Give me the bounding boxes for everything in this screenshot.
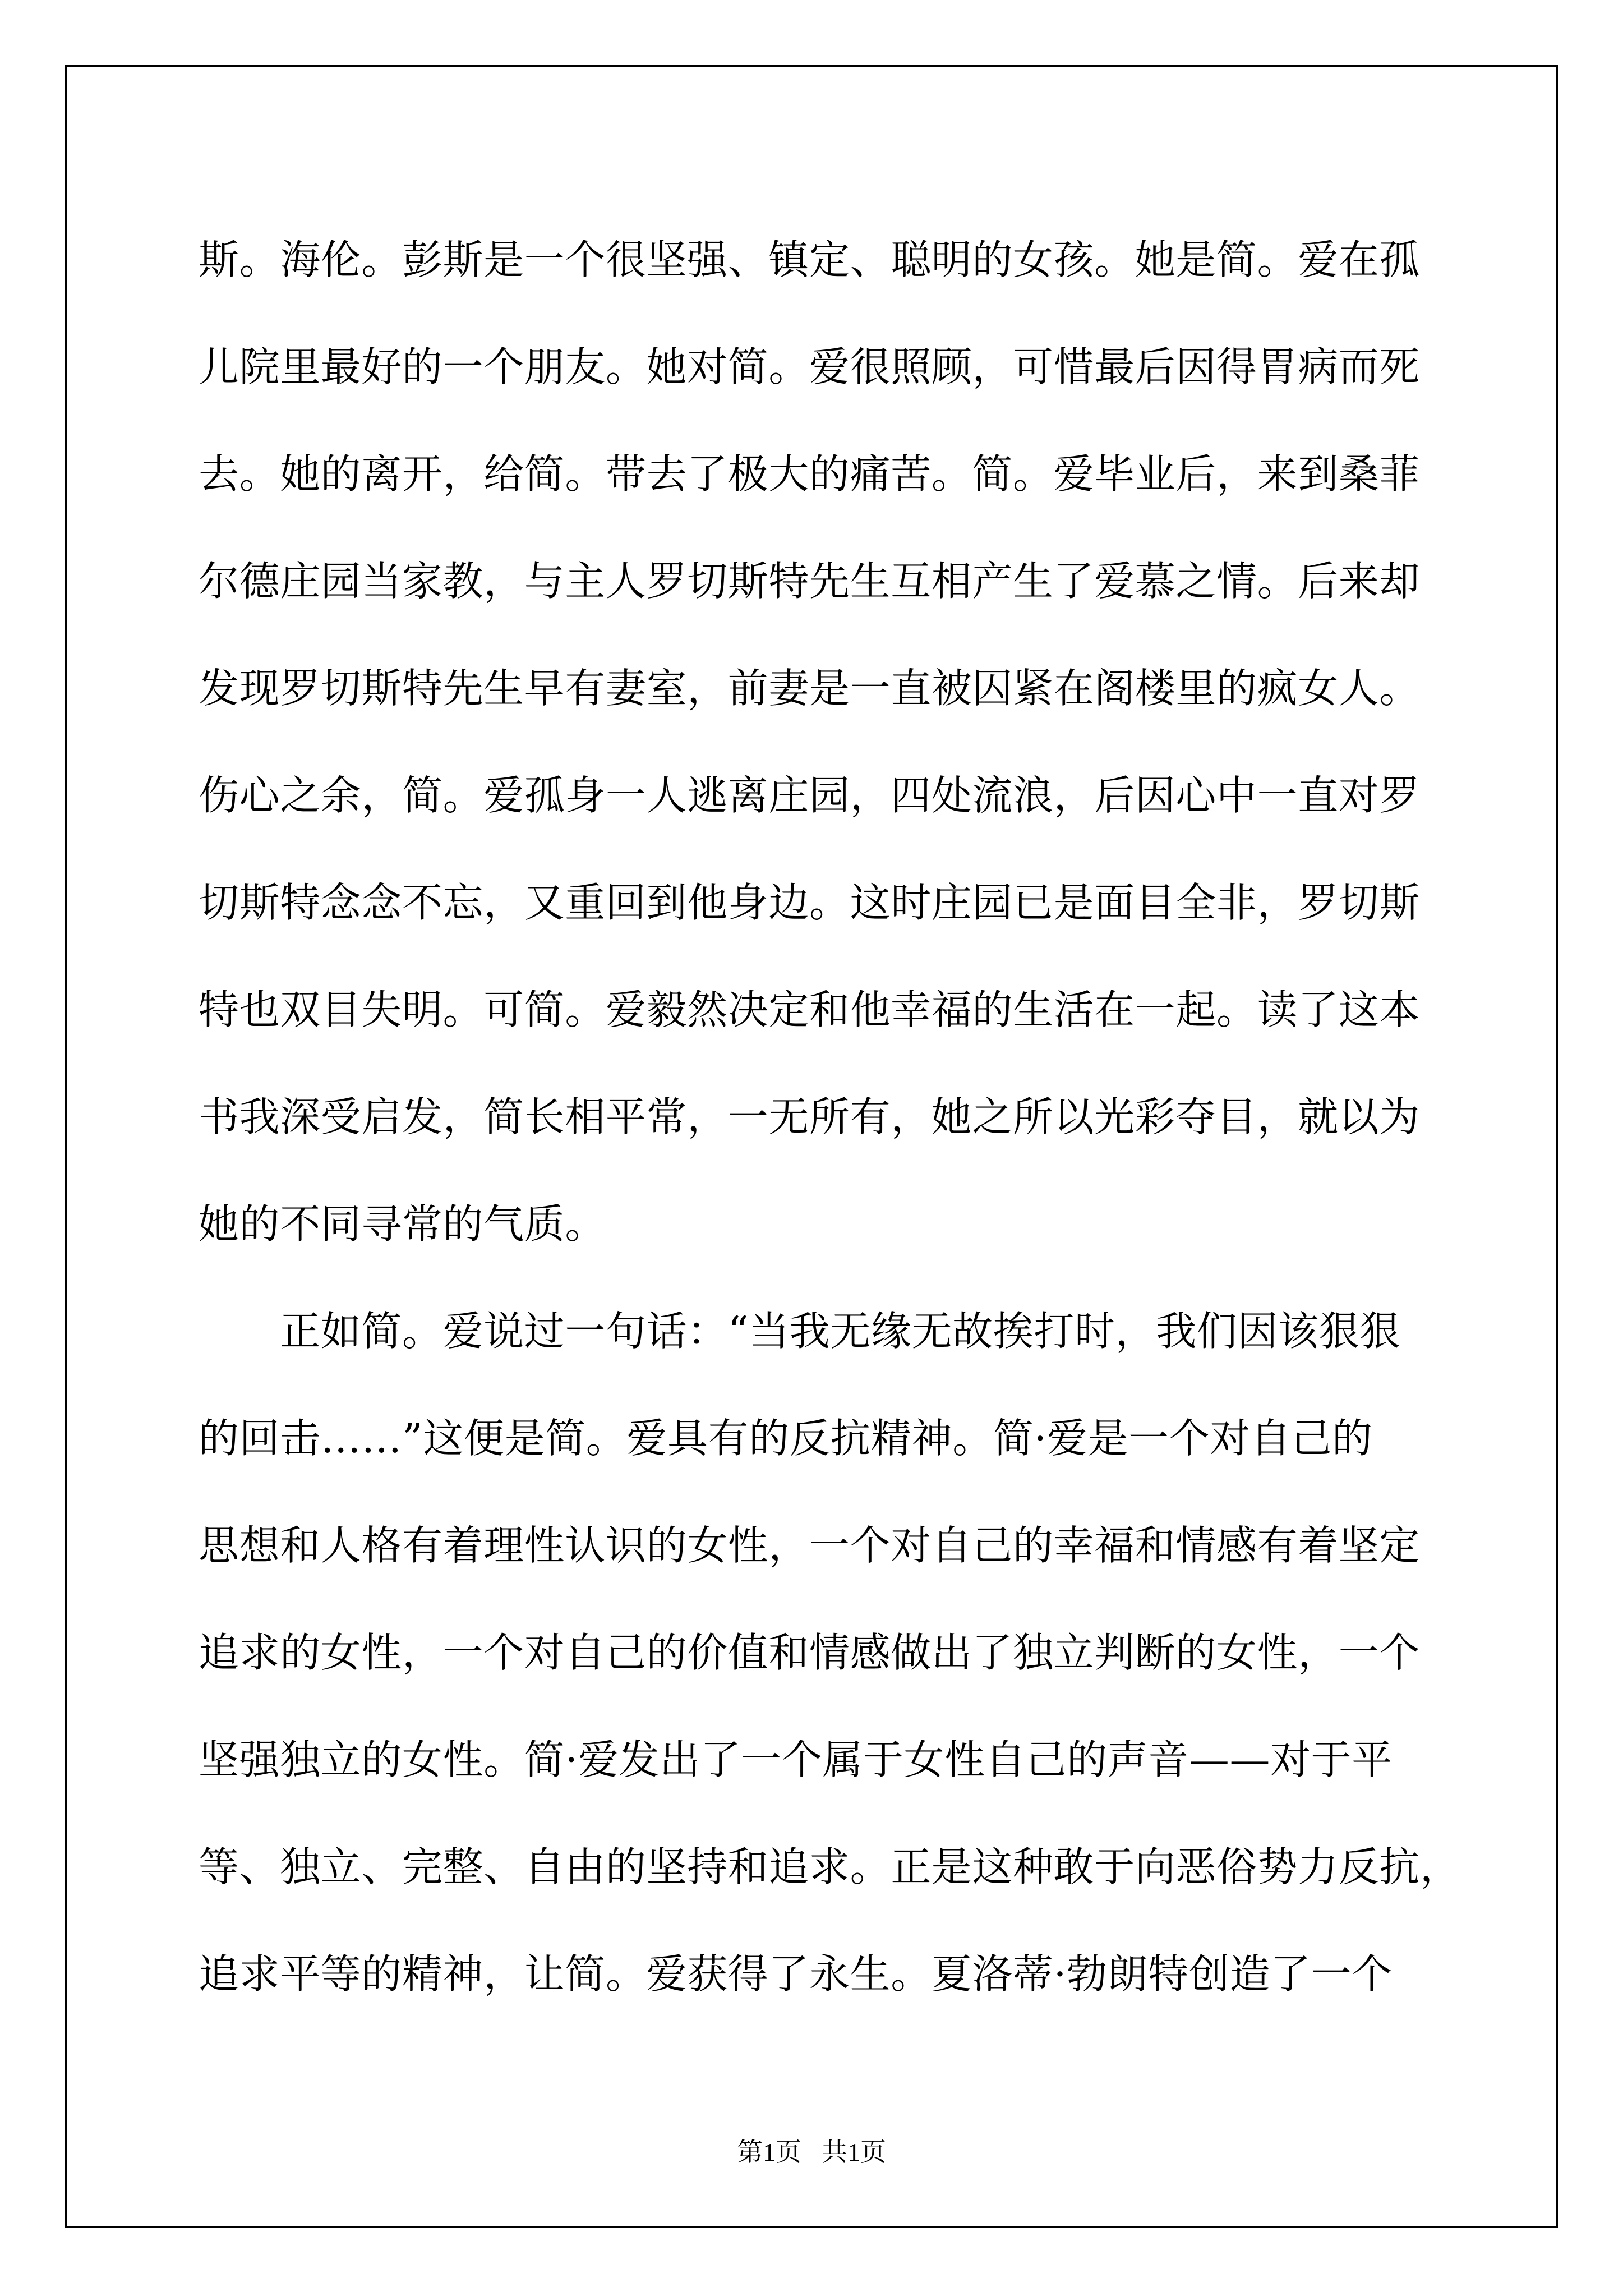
text-line: 切斯特念念不忘，又重回到他身边。这时庄园已是面目全非，罗切斯 (199, 879, 1421, 926)
text-line: 伤心之余，简。爱孤身一人逃离庄园，四处流浪，后因心中一直对罗 (199, 772, 1421, 819)
text-line: 思想和人格有着理性认识的女性，一个对自己的幸福和情感有着坚定 (199, 1522, 1421, 1569)
text-line: 儿院里最好的一个朋友。她对简。爱很照顾，可惜最后因得胃病而死 (199, 343, 1421, 390)
text-line: 等、独立、完整、自由的坚持和追求。正是这种敢于向恶俗势力反抗， (199, 1843, 1461, 1890)
text-line: 的回击……”这便是简。爱具有的反抗精神。简·爱是一个对自己的 (199, 1415, 1373, 1462)
text-line: 发现罗切斯特先生早有妻室，前妻是一直被囚紧在阁楼里的疯女人。 (199, 665, 1421, 712)
text-line: 书我深受启发，简长相平常，一无所有，她之所以光彩夺目，就以为 (199, 1093, 1421, 1140)
text-line: 去。她的离开，给简。带去了极大的痛苦。简。爱毕业后，来到桑菲 (199, 450, 1421, 498)
text-line: 追求的女性，一个对自己的价值和情感做出了独立判断的女性，一个 (199, 1629, 1421, 1676)
paragraph-start-line: 正如简。爱说过一句话：“当我无缘无故挨打时，我们因该狠狠 (199, 1308, 1400, 1355)
text-line: 追求平等的精神，让简。爱获得了永生。夏洛蒂·勃朗特创造了一个 (199, 1950, 1393, 1998)
page-total: 共1页 (822, 2138, 886, 2166)
page-footer (0, 2132, 1623, 2169)
text-line: 斯。海伦。彭斯是一个很坚强、镇定、聪明的女孩。她是简。爱在孤 (199, 236, 1421, 283)
text-line: 她的不同寻常的气质。 (199, 1200, 606, 1248)
page-number: 第1页 (737, 2138, 801, 2166)
text-line: 尔德庄园当家教，与主人罗切斯特先生互相产生了爱慕之情。后来却 (199, 558, 1421, 605)
text-line: 特也双目失明。可简。爱毅然决定和他幸福的生活在一起。读了这本 (199, 986, 1421, 1033)
document-body (199, 206, 1461, 2028)
text-line: 坚强独立的女性。简·爱发出了一个属于女性自己的声音——对于平 (199, 1736, 1393, 1783)
